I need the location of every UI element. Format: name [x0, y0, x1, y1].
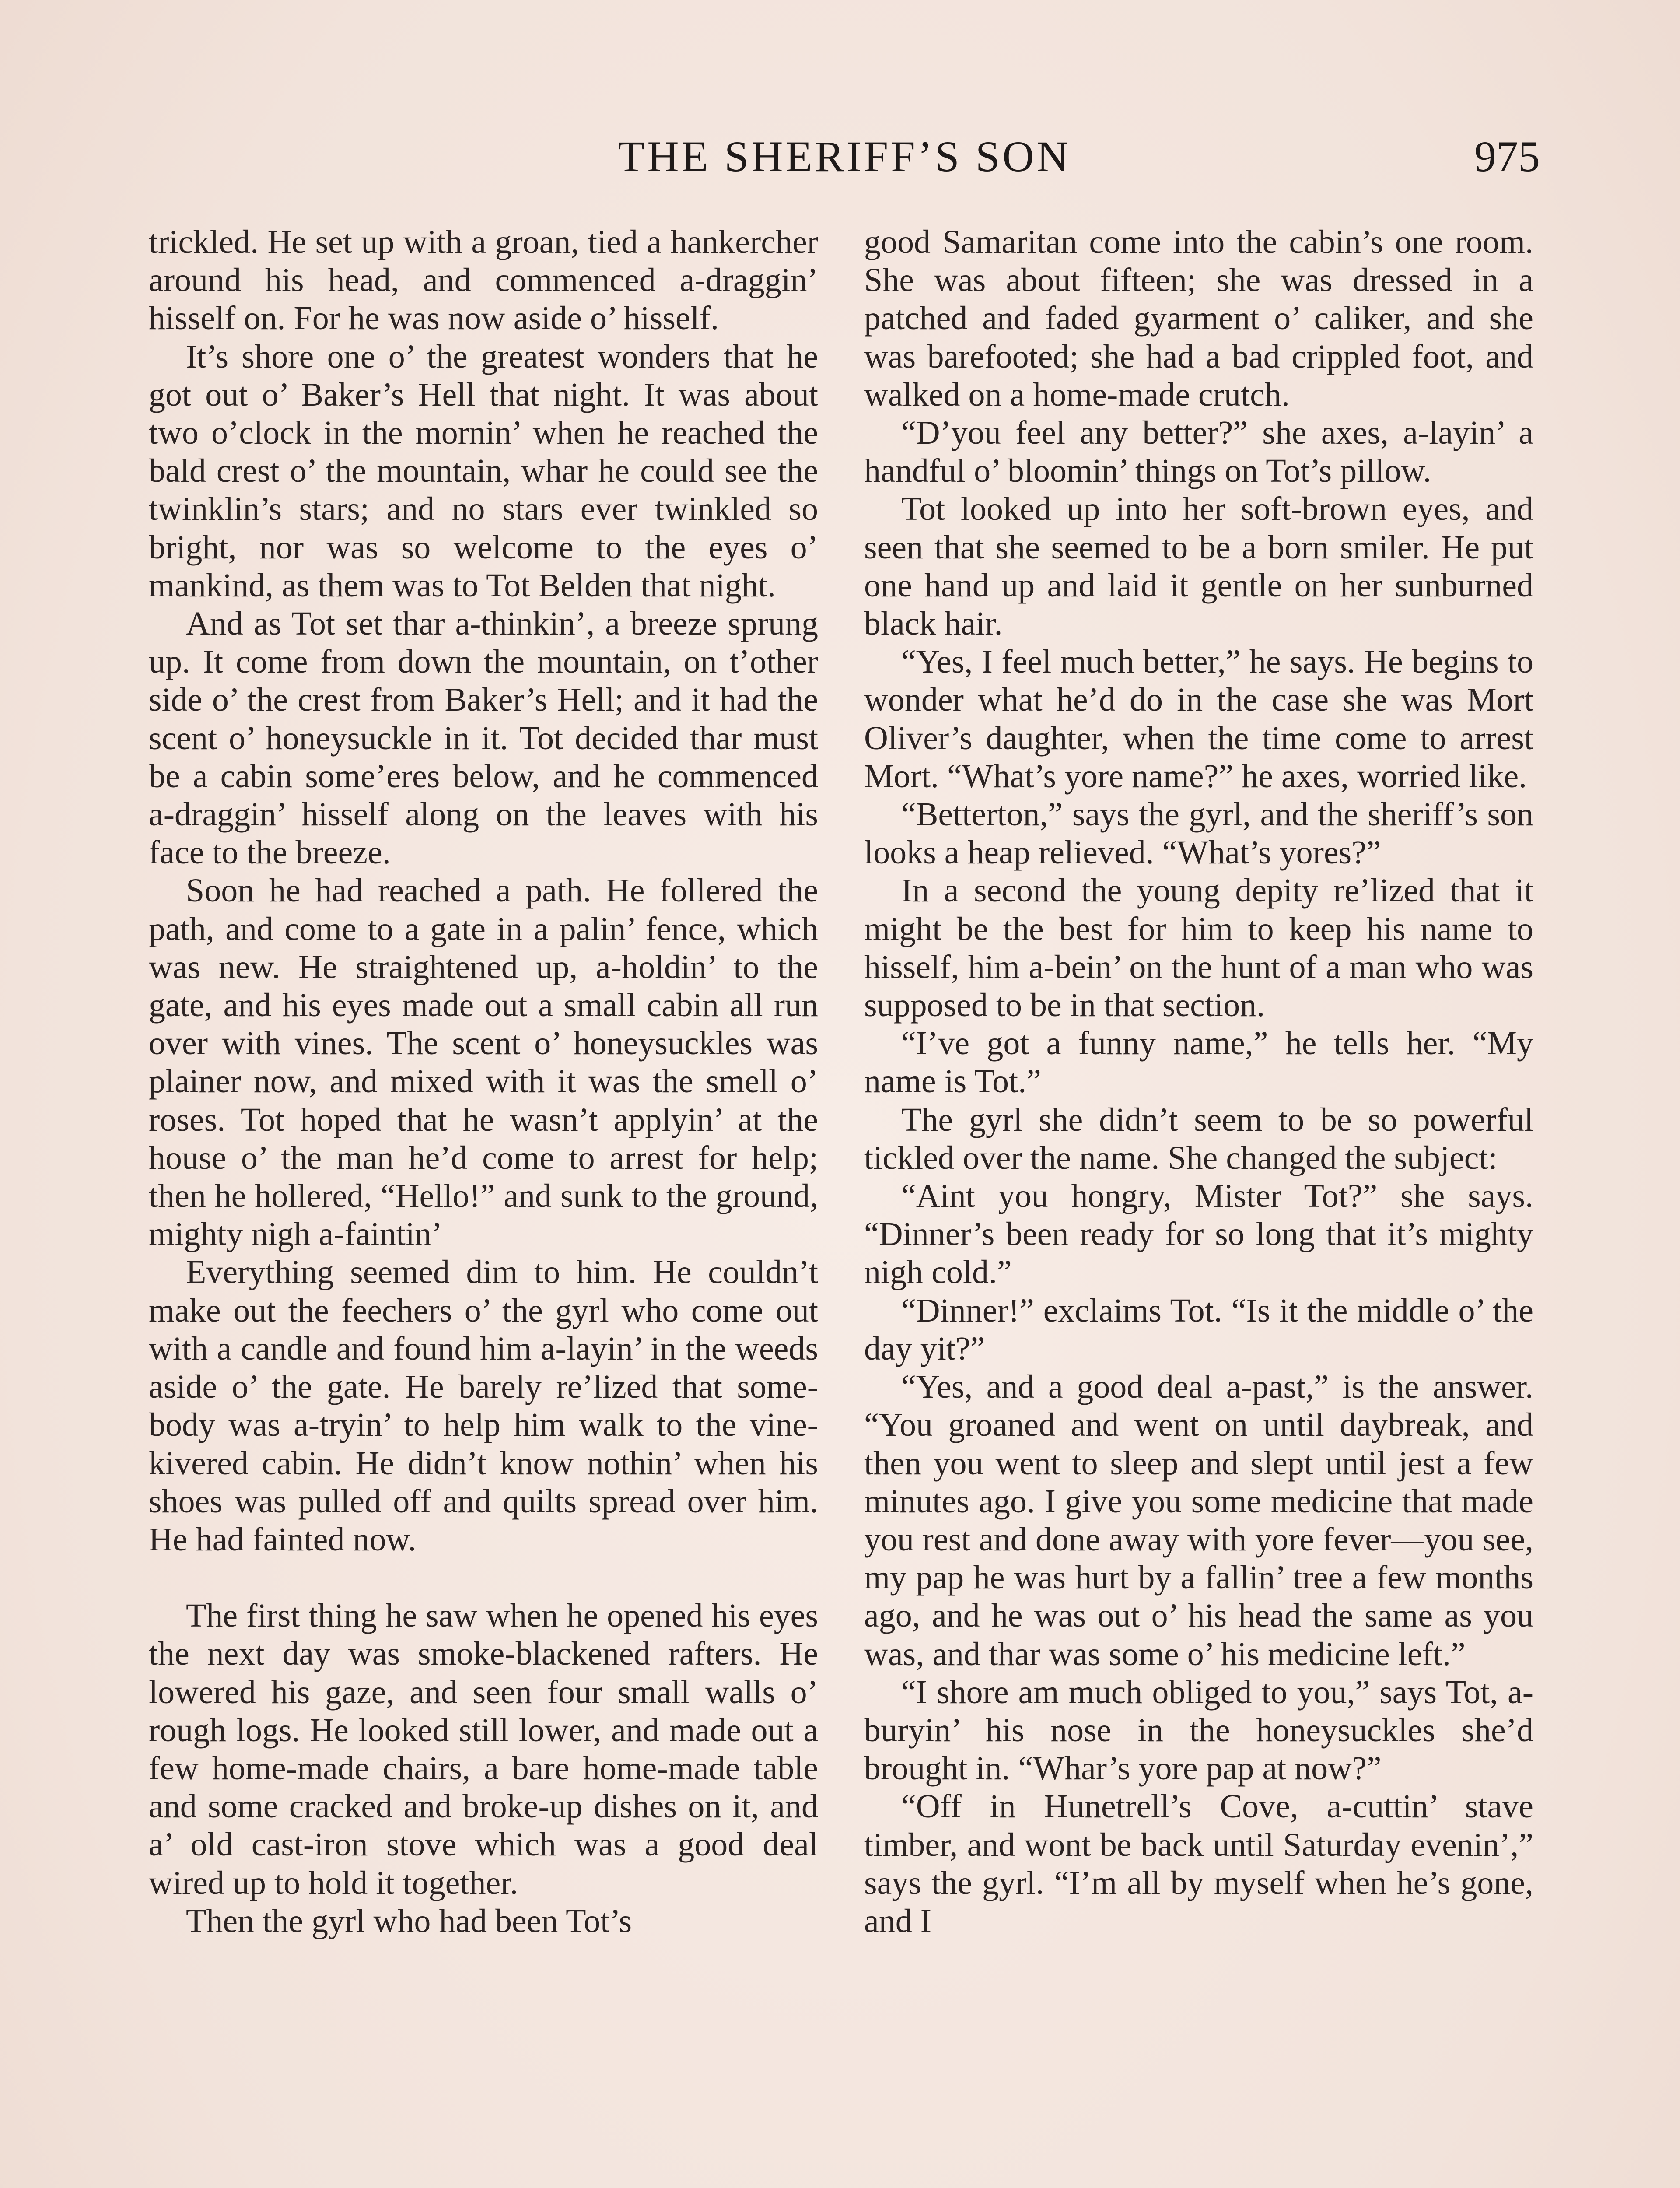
paragraph: “I’ve got a funny name,” he tells her. “My name is Tot.” [864, 1025, 1533, 1100]
page-number: 975 [1474, 132, 1540, 181]
right-column [864, 223, 1533, 1940]
paragraph: The first thing he saw when he opened his eyes the next day was smoke-blackened rafters. He lowered his gaze, and seen four small walls o’ rough logs. He looked still lower, and made out a few home-made chairs, a bare home-made table and some cracked and broke-up dishes on it, and a’ old cast-iron stove which was a good deal wired up to hold it together. [149, 1597, 818, 1901]
paragraph: Everything seemed dim to him. He couldn’t make out the feechers o’ the gyrl who come out with a candle and found him a-layin’ in the weeds aside o’ the gate. He barely re’lized that somebody was a-tryin’ to help him walk to the vine-kivered cabin. He didn’t know nothin’ when his shoes was pulled off and quilts spread over him. He had fainted now. [149, 1254, 818, 1558]
paragraph: “Betterton,” says the gyrl, and the sheriff’s son looks a heap relieved. “What’s yores?” [864, 796, 1533, 871]
paragraph: “Dinner!” exclaims Tot. “Is it the middle o’ the day yit?” [864, 1292, 1533, 1367]
left-column [149, 223, 818, 1940]
paragraph: “Aint you hongry, Mister Tot?” she says. “Dinner’s been ready for so long that it’s mighty nigh cold.” [864, 1178, 1533, 1291]
paragraph: It’s shore one o’ the greatest wonders that he got out o’ Baker’s Hell that night. It was about two o’clock in the mornin’ when he reached the bald crest o’ the mountain, whar he could see the twinklin’s stars; and no stars ever twinkled so bright, nor was so welcome to the eyes o’ mankind, as them was to Tot Belden that night. [149, 338, 818, 604]
paragraph: good Samaritan come into the cabin’s one room. She was about fifteen; she was dressed in a patched and faded gyarment o’ caliker, and she was barefooted; she had a bad crippled foot, and walked on a home-made crutch. [864, 224, 1533, 413]
paragraph: “Yes, I feel much better,” he says. He begins to wonder what he’d do in the case she was Mort Oliver’s daughter, when the time come to arrest Mort. “What’s yore name?” he axes, worried like. [864, 643, 1533, 795]
paragraph: The gyrl she didn’t seem to be so powerful tickled over the name. She changed the subject: [864, 1101, 1533, 1176]
paragraph: trickled. He set up with a groan, tied a hankercher around his head, and commenced a-draggin’ hisself on. For he was now aside o’ hisself. [149, 224, 818, 337]
paragraph: Tot looked up into her soft-brown eyes, and seen that she seemed to be a born smiler. He put one hand up and laid it gentle on her sunburned black hair. [864, 491, 1533, 642]
paragraph: “Off in Hunetrell’s Cove, a-cuttin’ stave timber, and wont be back until Saturday evenin’,” says the gyrl. “I’m all by myself when he’s gone, and I [864, 1788, 1533, 1939]
running-title: THE SHERIFF’S SON [618, 132, 1071, 181]
paragraph: “I shore am much obliged to you,” says Tot, a-buryin’ his nose in the honeysuckles she’d brought in. “Whar’s yore pap at now?” [864, 1673, 1533, 1787]
paragraph: Then the gyrl who had been Tot’s [186, 1902, 632, 1939]
paragraph: “Yes, and a good deal a-past,” is the answer. “You groaned and went on until daybreak, and then you went to sleep and slept until jest a few minutes ago. I give you some medicine that made you rest and done away with yore fever—you see, my pap he was hurt by a fallin’ tree a few months ago, and he was out o’ his head the same as you was, and thar was some o’ his medicine left.” [864, 1368, 1533, 1673]
paragraph: And as Tot set thar a-thinkin’, a breeze sprung up. It come from down the mountain, on t’other side o’ the crest from Baker’s Hell; and it had the scent o’ honeysuckle in it. Tot decided thar must be a cabin some’eres below, and he commenced a-draggin’ hisself along on the leaves with his face to the breeze. [149, 605, 818, 871]
paragraph: “D’you feel any better?” she axes, a-layin’ a handful o’ bloomin’ things on Tot’s pillow. [864, 414, 1533, 490]
page-header [149, 131, 1540, 188]
paragraph: Soon he had reached a path. He follered the path, and come to a gate in a palin’ fence, which was new. He straightened up, a-holdin’ to the gate, and his eyes made out a small cabin all run over with vines. The scent o’ honeysuckles was plainer now, and mixed with it was the smell o’ roses. Tot hoped that he wasn’t applyin’ at the house o’ the man he’d come to arrest for help; then he hollered, “Hello!” and sunk to the ground, mighty nigh a-faintin’ [149, 872, 818, 1253]
paragraph: In a second the young depity re’lized that it might be the best for him to keep his name to hisself, him a-bein’ on the hunt of a man who was supposed to be in that section. [864, 872, 1533, 1024]
